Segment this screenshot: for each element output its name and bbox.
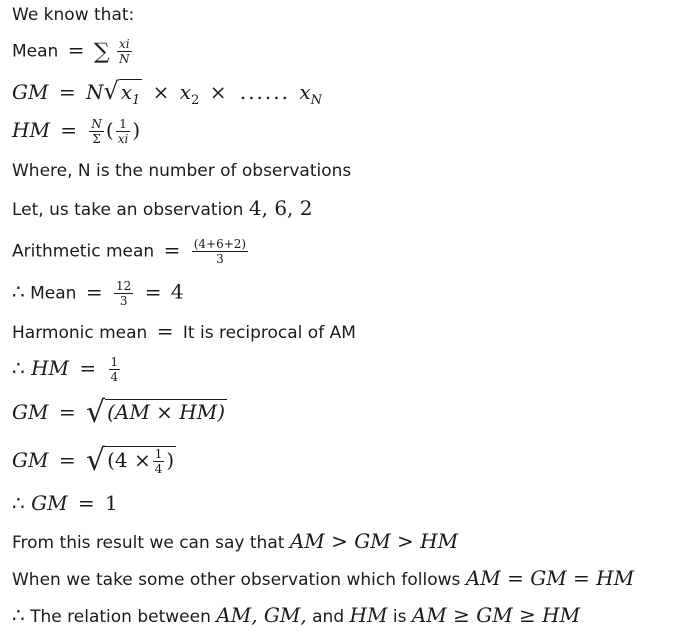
open-paren: ( xyxy=(105,118,114,142)
hm-formula-line xyxy=(12,118,140,145)
x2-var: x xyxy=(179,80,192,104)
hm-result-line xyxy=(12,356,122,383)
am-gm-symbols: AM, GM, xyxy=(216,603,307,627)
fraction-numerator: 12 xyxy=(116,279,132,293)
mean-label: Mean xyxy=(30,283,77,304)
times-sign: × xyxy=(209,80,227,104)
equals-sign: = xyxy=(156,319,174,343)
result-inequality-line xyxy=(12,530,458,554)
times-sign: × xyxy=(152,80,170,104)
xn-subscript: N xyxy=(310,93,323,108)
root-sign: √ xyxy=(85,395,106,430)
radicand: (AM × HM) xyxy=(107,400,225,424)
equals-sign: = xyxy=(58,80,76,104)
radicand xyxy=(119,79,143,112)
x1-var: x xyxy=(120,80,133,104)
observation-values: 4, 6, 2 xyxy=(248,196,313,220)
gm-sqrt-line xyxy=(12,395,227,430)
radicand-close: ) xyxy=(166,448,175,472)
hm-symbol: HM xyxy=(31,356,70,380)
is-text: is xyxy=(392,607,407,627)
equals-sign: = xyxy=(77,491,95,515)
relation-text: The relation between xyxy=(30,607,211,627)
hm-symbol: HM xyxy=(12,118,50,142)
fraction-denominator: N xyxy=(119,52,130,66)
equals-sign: = xyxy=(58,400,76,424)
therefore-symbol: ∴ xyxy=(12,279,25,304)
fraction-numerator: (4+6+2) xyxy=(193,237,247,251)
equals-sign: = xyxy=(58,448,76,472)
reciprocal-fraction xyxy=(116,118,131,145)
equality-text: When we take some other observation which follows xyxy=(12,570,461,590)
mean-value: 4 xyxy=(170,279,184,304)
gm-symbol: GM xyxy=(12,80,49,104)
gm-symbol: GM xyxy=(12,400,49,424)
therefore-symbol: ∴ xyxy=(12,603,25,627)
intro-line xyxy=(12,4,134,26)
mean-label: Mean xyxy=(12,41,59,62)
equals-sign: = xyxy=(144,279,162,304)
gm-formula-line xyxy=(12,79,322,112)
equals-sign: = xyxy=(79,356,97,380)
mean-fraction xyxy=(117,38,132,65)
x2-subscript: 2 xyxy=(191,93,200,108)
equals-sign: = xyxy=(60,118,78,142)
fraction-denominator: Σ xyxy=(92,132,101,146)
hm-fraction xyxy=(89,118,104,145)
fraction-denominator: xi xyxy=(117,132,129,146)
gm-symbol: GM xyxy=(31,491,68,515)
observation-line xyxy=(12,197,312,221)
mean-result-line xyxy=(12,280,184,307)
fraction-numerator: xi xyxy=(119,37,130,51)
fraction-denominator: 4 xyxy=(110,370,119,384)
fraction-numerator: 1 xyxy=(110,355,119,369)
harmonic-mean-description: It is reciprocal of AM xyxy=(182,323,356,343)
n-symbol: N xyxy=(85,80,104,104)
gm-result-line xyxy=(12,492,118,514)
equals-sign: = xyxy=(163,237,181,262)
where-text: Where, N is the number of observations xyxy=(12,161,352,181)
hm-symbol: HM xyxy=(349,603,388,627)
xn-var: x xyxy=(299,80,311,104)
result-text: From this result we can say that xyxy=(12,533,285,553)
root-sign: √ xyxy=(85,443,106,478)
gm-substitution-line xyxy=(12,443,176,478)
radicand-open: (4 × xyxy=(107,448,151,472)
close-paren: ) xyxy=(132,118,141,142)
radicand xyxy=(105,446,176,475)
and-text: and xyxy=(312,607,345,627)
intro-text: We know that: xyxy=(12,5,135,25)
harmonic-mean-line xyxy=(12,320,356,344)
hm-value-fraction xyxy=(109,356,121,383)
equals-sign: = xyxy=(67,37,85,62)
gm-value: 1 xyxy=(105,491,118,515)
mean-result-fraction xyxy=(114,280,133,307)
fraction-numerator: 1 xyxy=(154,447,163,461)
observation-text: Let, us take an observation xyxy=(12,200,244,220)
fraction-numerator: 1 xyxy=(116,118,131,132)
sum-symbol: ∑ xyxy=(93,39,110,65)
equals-sign: = xyxy=(85,279,103,304)
quarter-fraction xyxy=(153,448,165,475)
root-sign: √ xyxy=(103,77,119,105)
ellipsis: ...... xyxy=(239,80,290,104)
fraction-numerator: N xyxy=(91,117,102,131)
therefore-symbol: ∴ xyxy=(12,356,25,380)
harmonic-mean-label: Harmonic mean xyxy=(12,323,148,343)
therefore-symbol: ∴ xyxy=(12,491,25,515)
arithmetic-mean-line xyxy=(12,238,250,265)
where-line xyxy=(12,160,351,182)
am-fraction xyxy=(192,238,248,265)
equality-expression: AM = GM = HM xyxy=(465,566,635,590)
final-relation-expression: AM ≥ GM ≥ HM xyxy=(411,603,581,627)
fraction-denominator: 3 xyxy=(216,252,224,266)
fraction-denominator: 3 xyxy=(119,294,128,308)
gm-symbol: GM xyxy=(12,448,49,472)
equality-case-line xyxy=(12,567,634,591)
arithmetic-mean-label: Arithmetic mean xyxy=(12,241,155,262)
mean-formula-line xyxy=(12,38,134,65)
relation-line xyxy=(12,604,580,628)
fraction-denominator: 4 xyxy=(154,462,163,476)
inequality-expression: AM > GM > HM xyxy=(289,529,459,553)
x1-subscript: 1 xyxy=(132,93,141,108)
